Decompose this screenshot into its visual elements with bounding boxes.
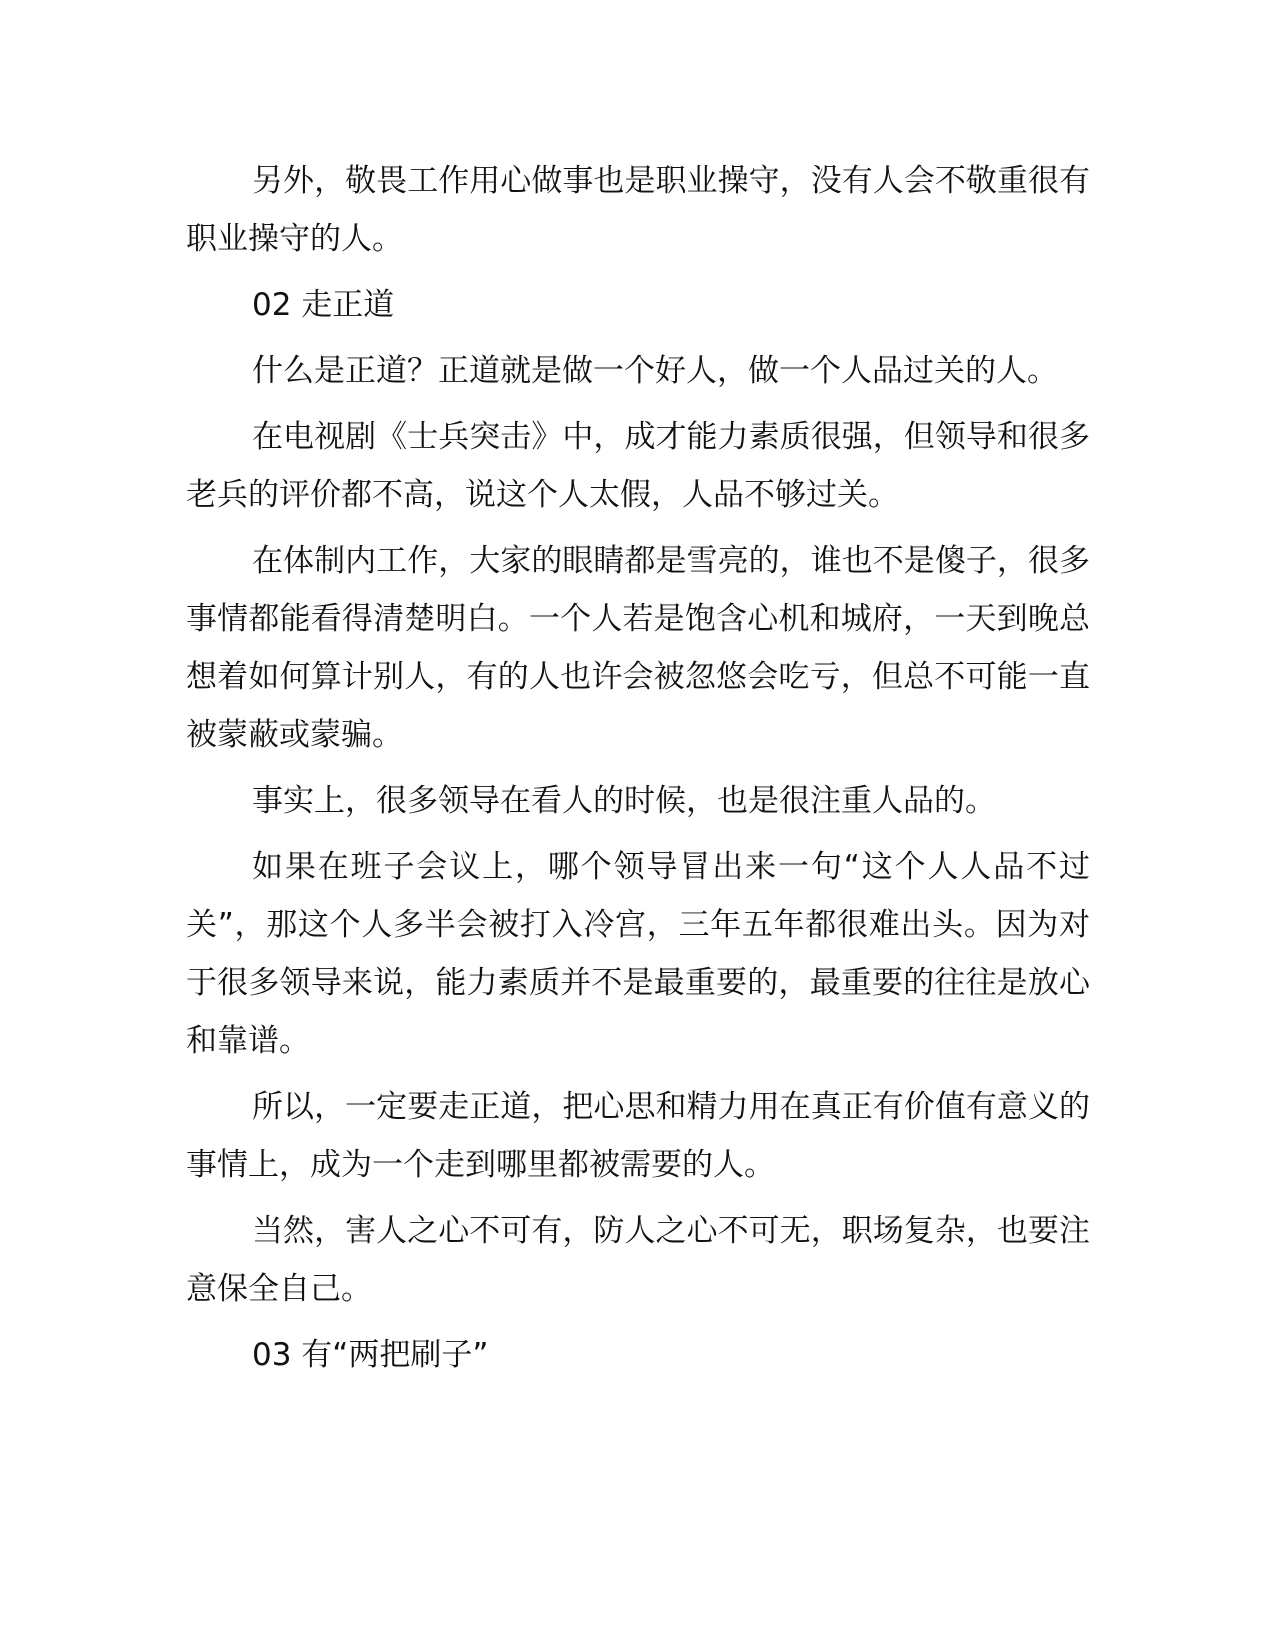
paragraph-take-right-path: 所以，一定要走正道，把心思和精力用在真正有价值有意义的事情上，成为一个走到哪里都被需要的人。	[186, 1089, 1090, 1183]
paragraph-what-is-right-path: 什么是正道？正道就是做一个好人，做一个人品过关的人。	[252, 353, 1058, 389]
paragraph-team-meeting: 如果在班子会议上，哪个领导冒出来一句“这个人人品不过关”，那这个人多半会被打入冷宫，三年五年都很难出头。因为对于很多领导来说，能力素质并不是最重要的，最重要的往往是放心和靠谱。	[186, 849, 1090, 1059]
paragraph-working-in-system: 在体制内工作，大家的眼睛都是雪亮的，谁也不是傻子，很多事情都能看得清楚明白。一个人若是饱含心机和城府，一天到晚总想着如何算计别人，有的人也许会被忽悠会吃亏，但总不可能一直被蒙蔽或蒙骗。	[186, 543, 1090, 753]
document-body	[186, 152, 1090, 1392]
paragraph-protect-yourself: 当然，害人之心不可有，防人之心不可无，职场复杂，也要注意保全自己。	[186, 1213, 1090, 1307]
paragraph-leaders-value-character: 事实上，很多领导在看人的时候，也是很注重人品的。	[252, 783, 996, 819]
section-heading-02: 02 走正道	[252, 287, 395, 323]
paragraph-professional-ethics: 另外，敬畏工作用心做事也是职业操守，没有人会不敬重很有职业操守的人。	[186, 163, 1090, 257]
section-heading-03: 03 有“两把刷子”	[252, 1337, 489, 1373]
paragraph-soldiers-sortie: 在电视剧《士兵突击》中，成才能力素质很强，但领导和很多老兵的评价都不高，说这个人太假，人品不够过关。	[186, 419, 1090, 513]
